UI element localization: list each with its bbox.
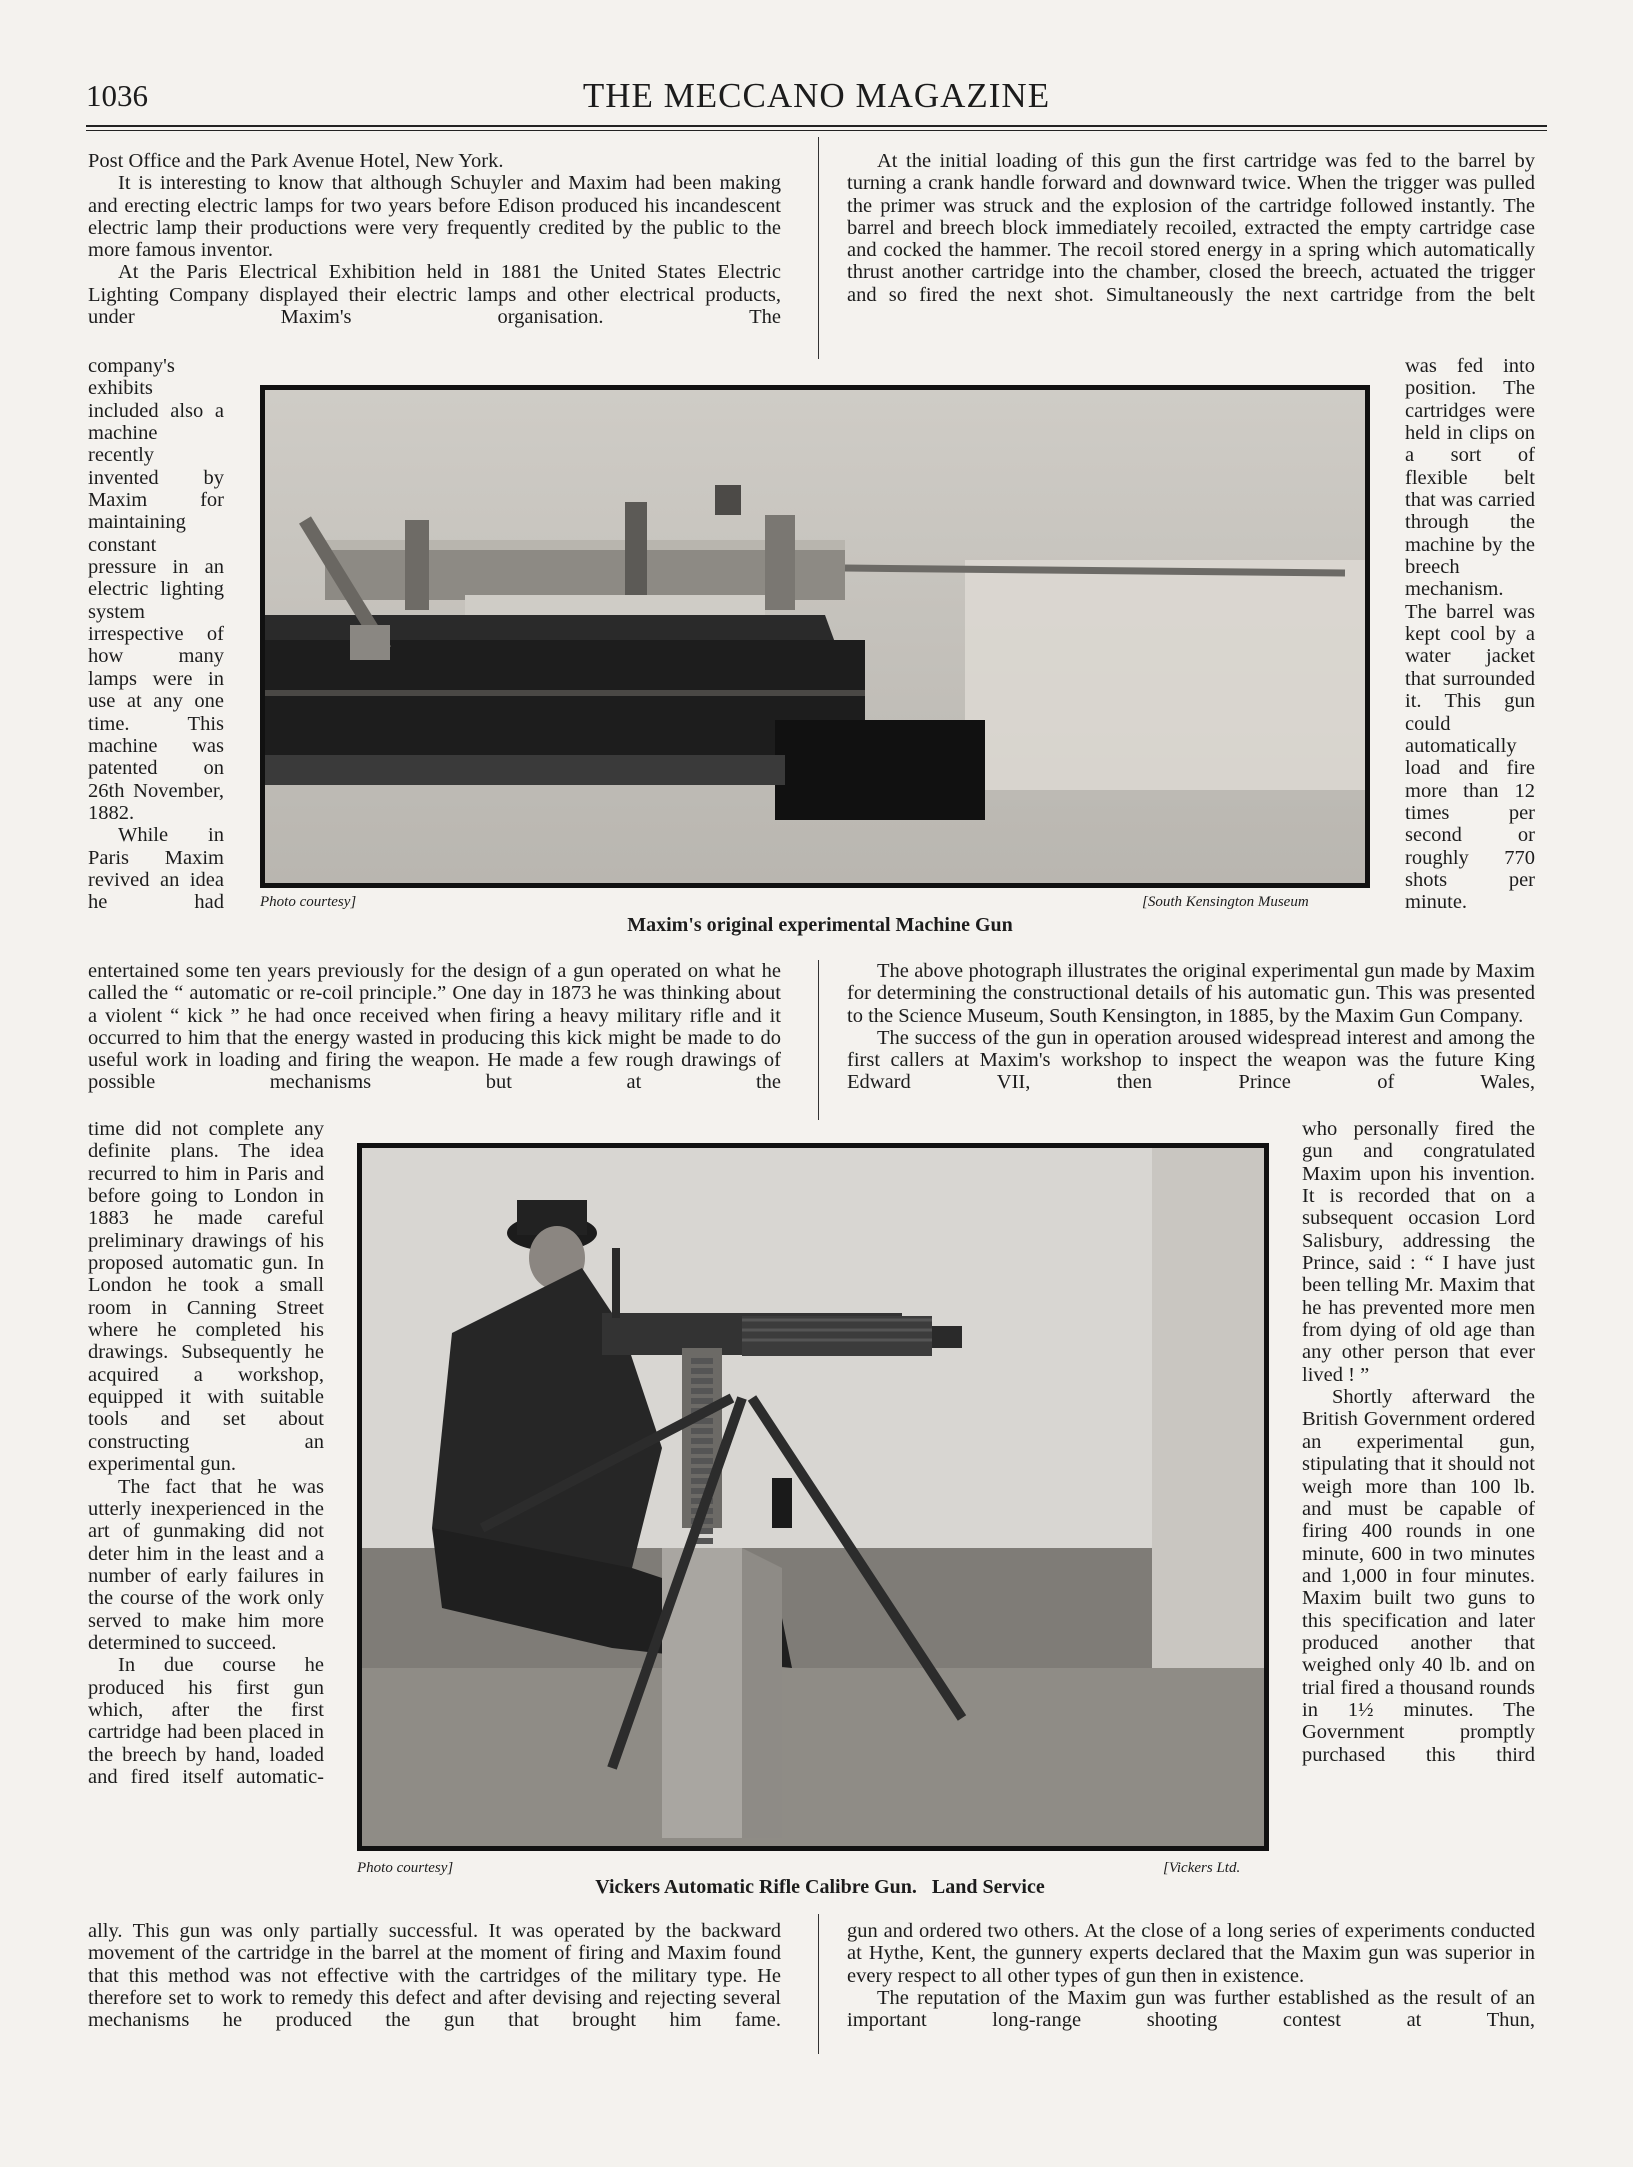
- paragraph: At the initial loading of this gun the first cartridge was fed to the barrel by turning a crank handle forward and downward twice. When the trigger was pulled the primer was struck and the explosion of the cartridge followed instantly. The barrel and breech block immediately recoiled, extracted the empty cartridge case and cocked the hammer. The recoil stored energy in a spring which automatically thrust another cartridge into the chamber, closed the breech, actuated the trigger and so fired the next shot. Simultaneously the next cartridge from the belt: [847, 150, 1535, 306]
- right-narrow-text-1: [1405, 355, 1535, 914]
- paragraph: was fed into position. The cartridges were held in clips on a sort of flexible belt that was carried through the machine by the breech mechanism. The barrel was kept cool by a water jacket that surrounded it. This gun could automatically load and fire more than 12 times per second or roughly 770 shots per minute.: [1405, 355, 1535, 914]
- paragraph: At the Paris Electrical Exhibition held in 1881 the United States Electric Lighting Company displayed their electric lamps and other electrical products, under Maxim's organisation. The: [88, 261, 781, 329]
- paragraph: ally. This gun was only partially successful. It was operated by the backward movement of the cartridge in the barrel at the moment of firing and Maxim found that this method was not effective with the cartridges of the military type. He therefore set to work to remedy this defect and after devising and rejecting several mechanisms he produced the gun that brought him fame.: [88, 1920, 781, 2032]
- photo1-credit-left: Photo courtesy]: [260, 894, 357, 910]
- paragraph: The reputation of the Maxim gun was further established as the result of an important long-range shooting contest at Thun,: [847, 1986, 1535, 2032]
- photo2-caption: Vickers Automatic Rifle Calibre Gun. Land Service: [595, 1876, 1045, 1898]
- paragraph: Post Office and the Park Avenue Hotel, New York.: [88, 150, 504, 172]
- paragraph: who personally fired the gun and congratulated Maxim upon his invention. It is recorded that on a subsequent occasion Lord Salisbury, addressing the Prince, said : “ I have just been telling Mr. Maxim that he has prevented more men from dying of old age than any other person that ever lived ! ”: [1302, 1118, 1535, 1386]
- column-divider-top: [818, 137, 819, 359]
- left-column-top-text: [88, 150, 781, 328]
- magazine-title: THE MECCANO MAGAZINE: [582, 76, 1051, 115]
- paragraph: The above photograph illustrates the original experimental gun made by Maxim for determining the constructional details of his automatic gun. This was presented to the Science Museum, South Kensington, in 1885, by the Maxim Gun Company.: [847, 960, 1535, 1027]
- paragraph: The success of the gun in operation aroused widespread interest and among the first callers at Maxim's workshop to inspect the weapon was the future King Edward VII, then Prince of Wales,: [847, 1026, 1535, 1094]
- paragraph: company's exhibits included also a machine recently invented by Maxim for maintaining constant pressure in an electric lighting system irrespective of how many lamps were in use at any one time. This machine was patented on 26th November, 1882.: [88, 355, 224, 824]
- paragraph: While in Paris Maxim revived an idea he had: [88, 824, 224, 914]
- paragraph: time did not complete any definite plans. The idea recurred to him in Paris and before going to London in 1883 he made careful preliminary drawings of his proposed automatic gun. In London he took a small room in Canning Street where he completed his drawings. Subsequently he acquired a workshop, equipped it with suitable tools and set about constructing an experimental gun.: [88, 1118, 324, 1476]
- paragraph: entertained some ten years previously for the design of a gun operated on what he called the “ automatic or re-coil principle.” One day in 1873 he was thinking about a violent “ kick ” he had once received when firing a heavy military rifle and it occurred to him that the energy wasted in producing this kick might be made to do useful work in loading and firing the weapon. He made a few rough drawings of possible mechanisms but at the: [88, 960, 781, 1094]
- paragraph: In due course he produced his first gun which, after the first cartridge had been placed in the breech by hand, loaded and fired itself automatic-: [88, 1654, 324, 1788]
- vickers-gun-image: [362, 1148, 1264, 1846]
- column-divider-middle: [818, 960, 819, 1120]
- photo1-caption: Maxim's original experimental Machine Gun: [627, 914, 1013, 936]
- header-rule-top: [86, 125, 1547, 127]
- paragraph: Shortly afterward the British Government ordered an experimental gun, stipulating that it should not weigh more than 100 lb. and must be capable of firing 400 rounds in one minute, 600 in two minutes and 1,000 in four minutes. Maxim built two guns to this specification and later produced another that weighed only 40 lb. and on trial fired a thousand rounds in 1½ minutes. The Government promptly purchased this third: [1302, 1386, 1535, 1766]
- photo2-credit-left: Photo courtesy]: [357, 1860, 454, 1876]
- column-divider-bottom: [818, 1914, 819, 2054]
- right-column-top-text: [847, 150, 1535, 306]
- paragraph: It is interesting to know that although Schuyler and Maxim had been making and erecting electric lamps for two years before Edison produced his incandescent electric lamp their productions were very frequently credited by the public to the more famous inventor.: [88, 172, 781, 262]
- left-narrow-text-2: [88, 1118, 324, 1788]
- photo1-credit-right: [South Kensington Museum: [1142, 894, 1309, 910]
- left-column-bottom-text: [88, 1920, 781, 2031]
- photo2-credit-right: [Vickers Ltd.: [1163, 1860, 1241, 1876]
- paragraph: The fact that he was utterly inexperienced in the art of gunmaking did not deter him in the least and a number of early failures in the course of the work only served to make him more determined to succeed.: [88, 1475, 324, 1654]
- header-rule-bottom: [86, 130, 1547, 131]
- maxim-gun-image: [265, 390, 1365, 883]
- right-narrow-text-2: [1302, 1118, 1535, 1766]
- right-column-bottom-text: [847, 1920, 1535, 2031]
- left-narrow-text-1: [88, 355, 224, 914]
- left-column-middle-text: [88, 960, 781, 1094]
- maxim-gun-photo: [260, 385, 1370, 888]
- page-number: 1036: [86, 78, 148, 113]
- vickers-gun-photo: [357, 1143, 1269, 1851]
- right-column-middle-text: [847, 960, 1535, 1094]
- paragraph: gun and ordered two others. At the close of a long series of experiments conducted at Hythe, Kent, the gunnery experts declared that the Maxim gun was superior in every respect to all other types of gun then in existence.: [847, 1920, 1535, 1987]
